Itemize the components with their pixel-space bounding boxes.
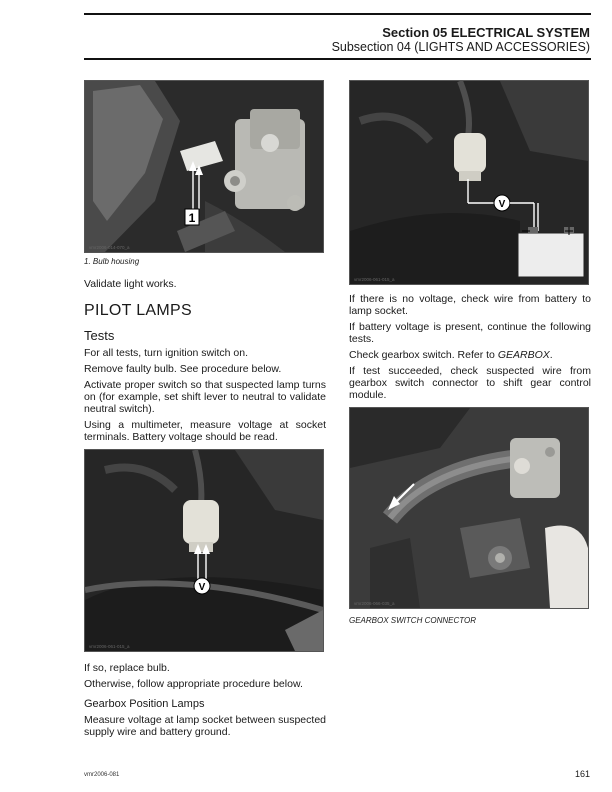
- paragraph: Otherwise, follow appropriate procedure below.: [84, 678, 303, 690]
- callout-1: 1: [188, 211, 196, 225]
- socket-voltage-photo: [85, 450, 323, 651]
- heading-pilot-lamps: PILOT LAMPS: [84, 302, 192, 319]
- paragraph: For all tests, turn ignition switch on.: [84, 347, 248, 359]
- paragraph: If battery voltage is present, continue the following tests.: [349, 321, 591, 345]
- subsection-title: Subsection 04 (LIGHTS AND ACCESSORIES): [331, 40, 590, 54]
- text: .: [549, 349, 553, 361]
- battery-voltage-photo: [350, 81, 588, 284]
- paragraph: If there is no voltage, check wire from battery to lamp socket.: [349, 293, 591, 317]
- figure-bulb-housing: [84, 80, 324, 253]
- section-title: Section 05 ELECTRICAL SYSTEM: [382, 25, 590, 40]
- footer-doc-code: vmr2006-081: [84, 772, 120, 778]
- paragraph: Activate proper switch so that suspected lamp turns on (for example, set shift lever to neutral to validate neutral switch).: [84, 379, 326, 415]
- header-rule-bottom: [84, 58, 591, 60]
- paragraph: If so, replace bulb.: [84, 662, 170, 674]
- left-column: [84, 80, 326, 738]
- paragraph-gearbox-ref: [349, 349, 591, 361]
- figure-gearbox-switch-connector: [349, 407, 589, 609]
- bulb-housing-photo: [85, 81, 323, 252]
- heading-gearbox-position-lamps: Gearbox Position Lamps: [84, 698, 205, 710]
- figure-socket-voltage: [84, 449, 324, 652]
- paragraph: Measure voltage at lamp socket between suspected supply wire and battery ground.: [84, 714, 326, 738]
- paragraph: Using a multimeter, measure voltage at socket terminals. Battery voltage should be read.: [84, 419, 326, 443]
- paragraph-validate: Validate light works.: [84, 278, 177, 290]
- figure-code: vmr2006-014-070_a: [89, 245, 130, 250]
- paragraph: If test succeeded, check suspected wire from gearbox switch connector to shift gear control module.: [349, 365, 591, 401]
- gearbox-reference: GEARBOX: [497, 349, 550, 361]
- figure-code: vmr2006-061-015_a: [89, 644, 130, 649]
- figure-code: vmr2006-061-015_a: [354, 277, 395, 282]
- figure-caption: GEARBOX SWITCH CONNECTOR: [349, 616, 476, 625]
- page-number: 161: [574, 769, 590, 779]
- voltmeter-label: V: [198, 582, 206, 593]
- voltmeter-label: V: [498, 199, 506, 210]
- figure-caption: 1. Bulb housing: [84, 257, 140, 266]
- header-rule-top: [84, 13, 591, 15]
- gearbox-connector-photo: [350, 408, 588, 608]
- figure-battery-voltage: [349, 80, 589, 285]
- heading-tests: Tests: [84, 328, 115, 343]
- text: Check gearbox switch. Refer to: [349, 349, 498, 361]
- right-column: [349, 80, 591, 625]
- figure-code: vmr2006-066-035_a: [354, 601, 395, 606]
- paragraph: Remove faulty bulb. See procedure below.: [84, 363, 282, 375]
